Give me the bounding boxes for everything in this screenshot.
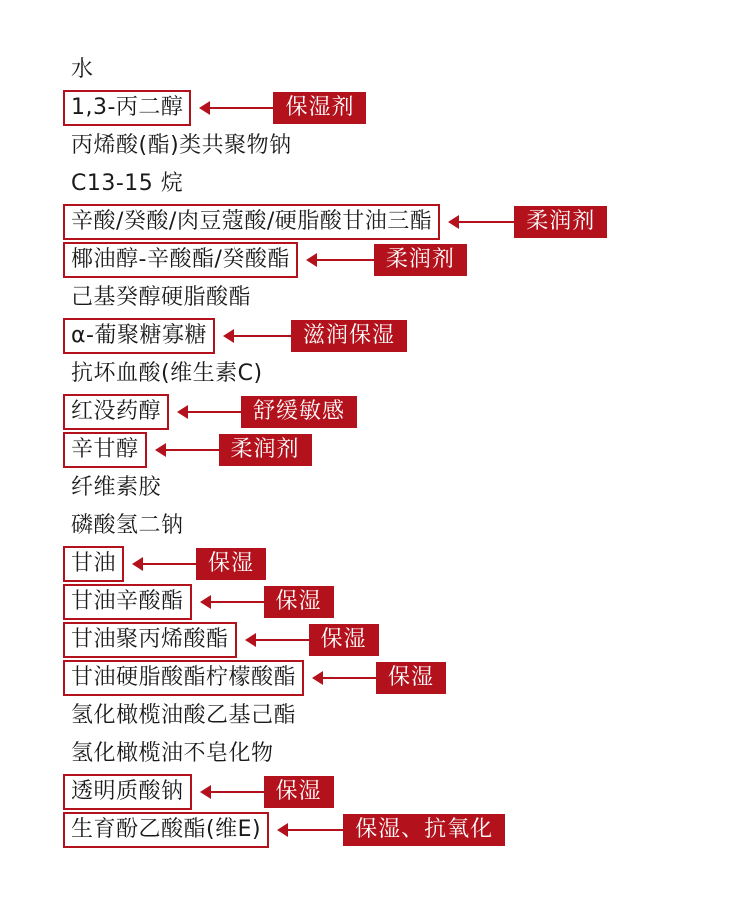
ingredient-row: [63, 356, 271, 392]
ingredient-name: 纤维素胶: [71, 475, 162, 500]
ingredient-name: 生育酚乙酸酯(维E): [63, 812, 269, 848]
arrow-left-icon: [225, 335, 291, 337]
ingredient-row: [63, 546, 266, 582]
arrow-left-icon: [201, 107, 273, 109]
arrow-left-icon: [134, 563, 196, 565]
ingredient-name: 水: [71, 57, 94, 82]
function-tag: 保湿: [376, 662, 446, 694]
ingredient-name: C13-15 烷: [71, 171, 184, 196]
ingredient-row: [63, 166, 191, 202]
ingredient-name: 红没药醇: [63, 394, 169, 430]
ingredient-row: [63, 242, 467, 278]
ingredient-name: 抗坏血酸(维生素C): [71, 361, 263, 386]
ingredient-row: [63, 52, 102, 88]
ingredient-row: [63, 660, 446, 696]
ingredient-row: [63, 128, 300, 164]
ingredient-name: 甘油硬脂酸酯柠檬酸酯: [63, 660, 304, 696]
ingredient-name: 氢化橄榄油不皂化物: [71, 741, 274, 766]
function-tag: 保湿: [264, 776, 334, 808]
ingredient-name: 己基癸醇硬脂酸酯: [71, 285, 252, 310]
arrow-left-icon: [179, 411, 241, 413]
function-tag: 保湿、抗氧化: [343, 814, 505, 846]
function-tag: 滋润保湿: [291, 320, 407, 352]
function-tag: 保湿剂: [273, 92, 366, 124]
ingredient-name: α-葡聚糖寡糖: [63, 318, 215, 354]
function-tag: 保湿: [196, 548, 266, 580]
ingredient-name: 辛酸/癸酸/肉豆蔻酸/硬脂酸甘油三酯: [63, 204, 440, 240]
ingredient-name: 磷酸氢二钠: [71, 513, 184, 538]
ingredient-row: [63, 318, 407, 354]
ingredient-row: [63, 394, 357, 430]
ingredient-row: [63, 736, 282, 772]
arrow-left-icon: [450, 221, 514, 223]
function-tag: 舒缓敏感: [241, 396, 357, 428]
ingredient-row: [63, 470, 169, 506]
ingredient-name: 辛甘醇: [63, 432, 147, 468]
arrow-left-icon: [314, 677, 376, 679]
ingredient-row: [63, 508, 192, 544]
ingredient-name: 甘油: [63, 546, 124, 582]
arrow-left-icon: [279, 829, 343, 831]
function-tag: 保湿: [309, 624, 379, 656]
ingredient-row: [63, 622, 379, 658]
function-tag: 柔润剂: [514, 206, 607, 238]
ingredient-name: 透明质酸钠: [63, 774, 192, 810]
ingredient-row: [63, 584, 334, 620]
ingredient-row: [63, 204, 607, 240]
function-tag: 保湿: [264, 586, 334, 618]
arrow-left-icon: [202, 601, 264, 603]
ingredient-name: 椰油醇-辛酸酯/癸酸酯: [63, 242, 298, 278]
ingredient-row: [63, 90, 366, 126]
arrow-left-icon: [308, 259, 374, 261]
arrow-left-icon: [202, 791, 264, 793]
ingredient-name: 丙烯酸(酯)类共聚物钠: [71, 133, 292, 158]
ingredient-row: [63, 774, 334, 810]
function-tag: 柔润剂: [219, 434, 312, 466]
ingredient-row: [63, 280, 259, 316]
ingredient-row: [63, 432, 312, 468]
arrow-left-icon: [157, 449, 219, 451]
ingredient-row: [63, 812, 505, 848]
ingredient-name: 氢化橄榄油酸乙基己酯: [71, 703, 297, 728]
ingredient-name: 甘油聚丙烯酸酯: [63, 622, 237, 658]
ingredient-name: 1,3-丙二醇: [63, 90, 191, 126]
arrow-left-icon: [247, 639, 309, 641]
ingredient-row: [63, 698, 304, 734]
ingredient-name: 甘油辛酸酯: [63, 584, 192, 620]
function-tag: 柔润剂: [374, 244, 467, 276]
